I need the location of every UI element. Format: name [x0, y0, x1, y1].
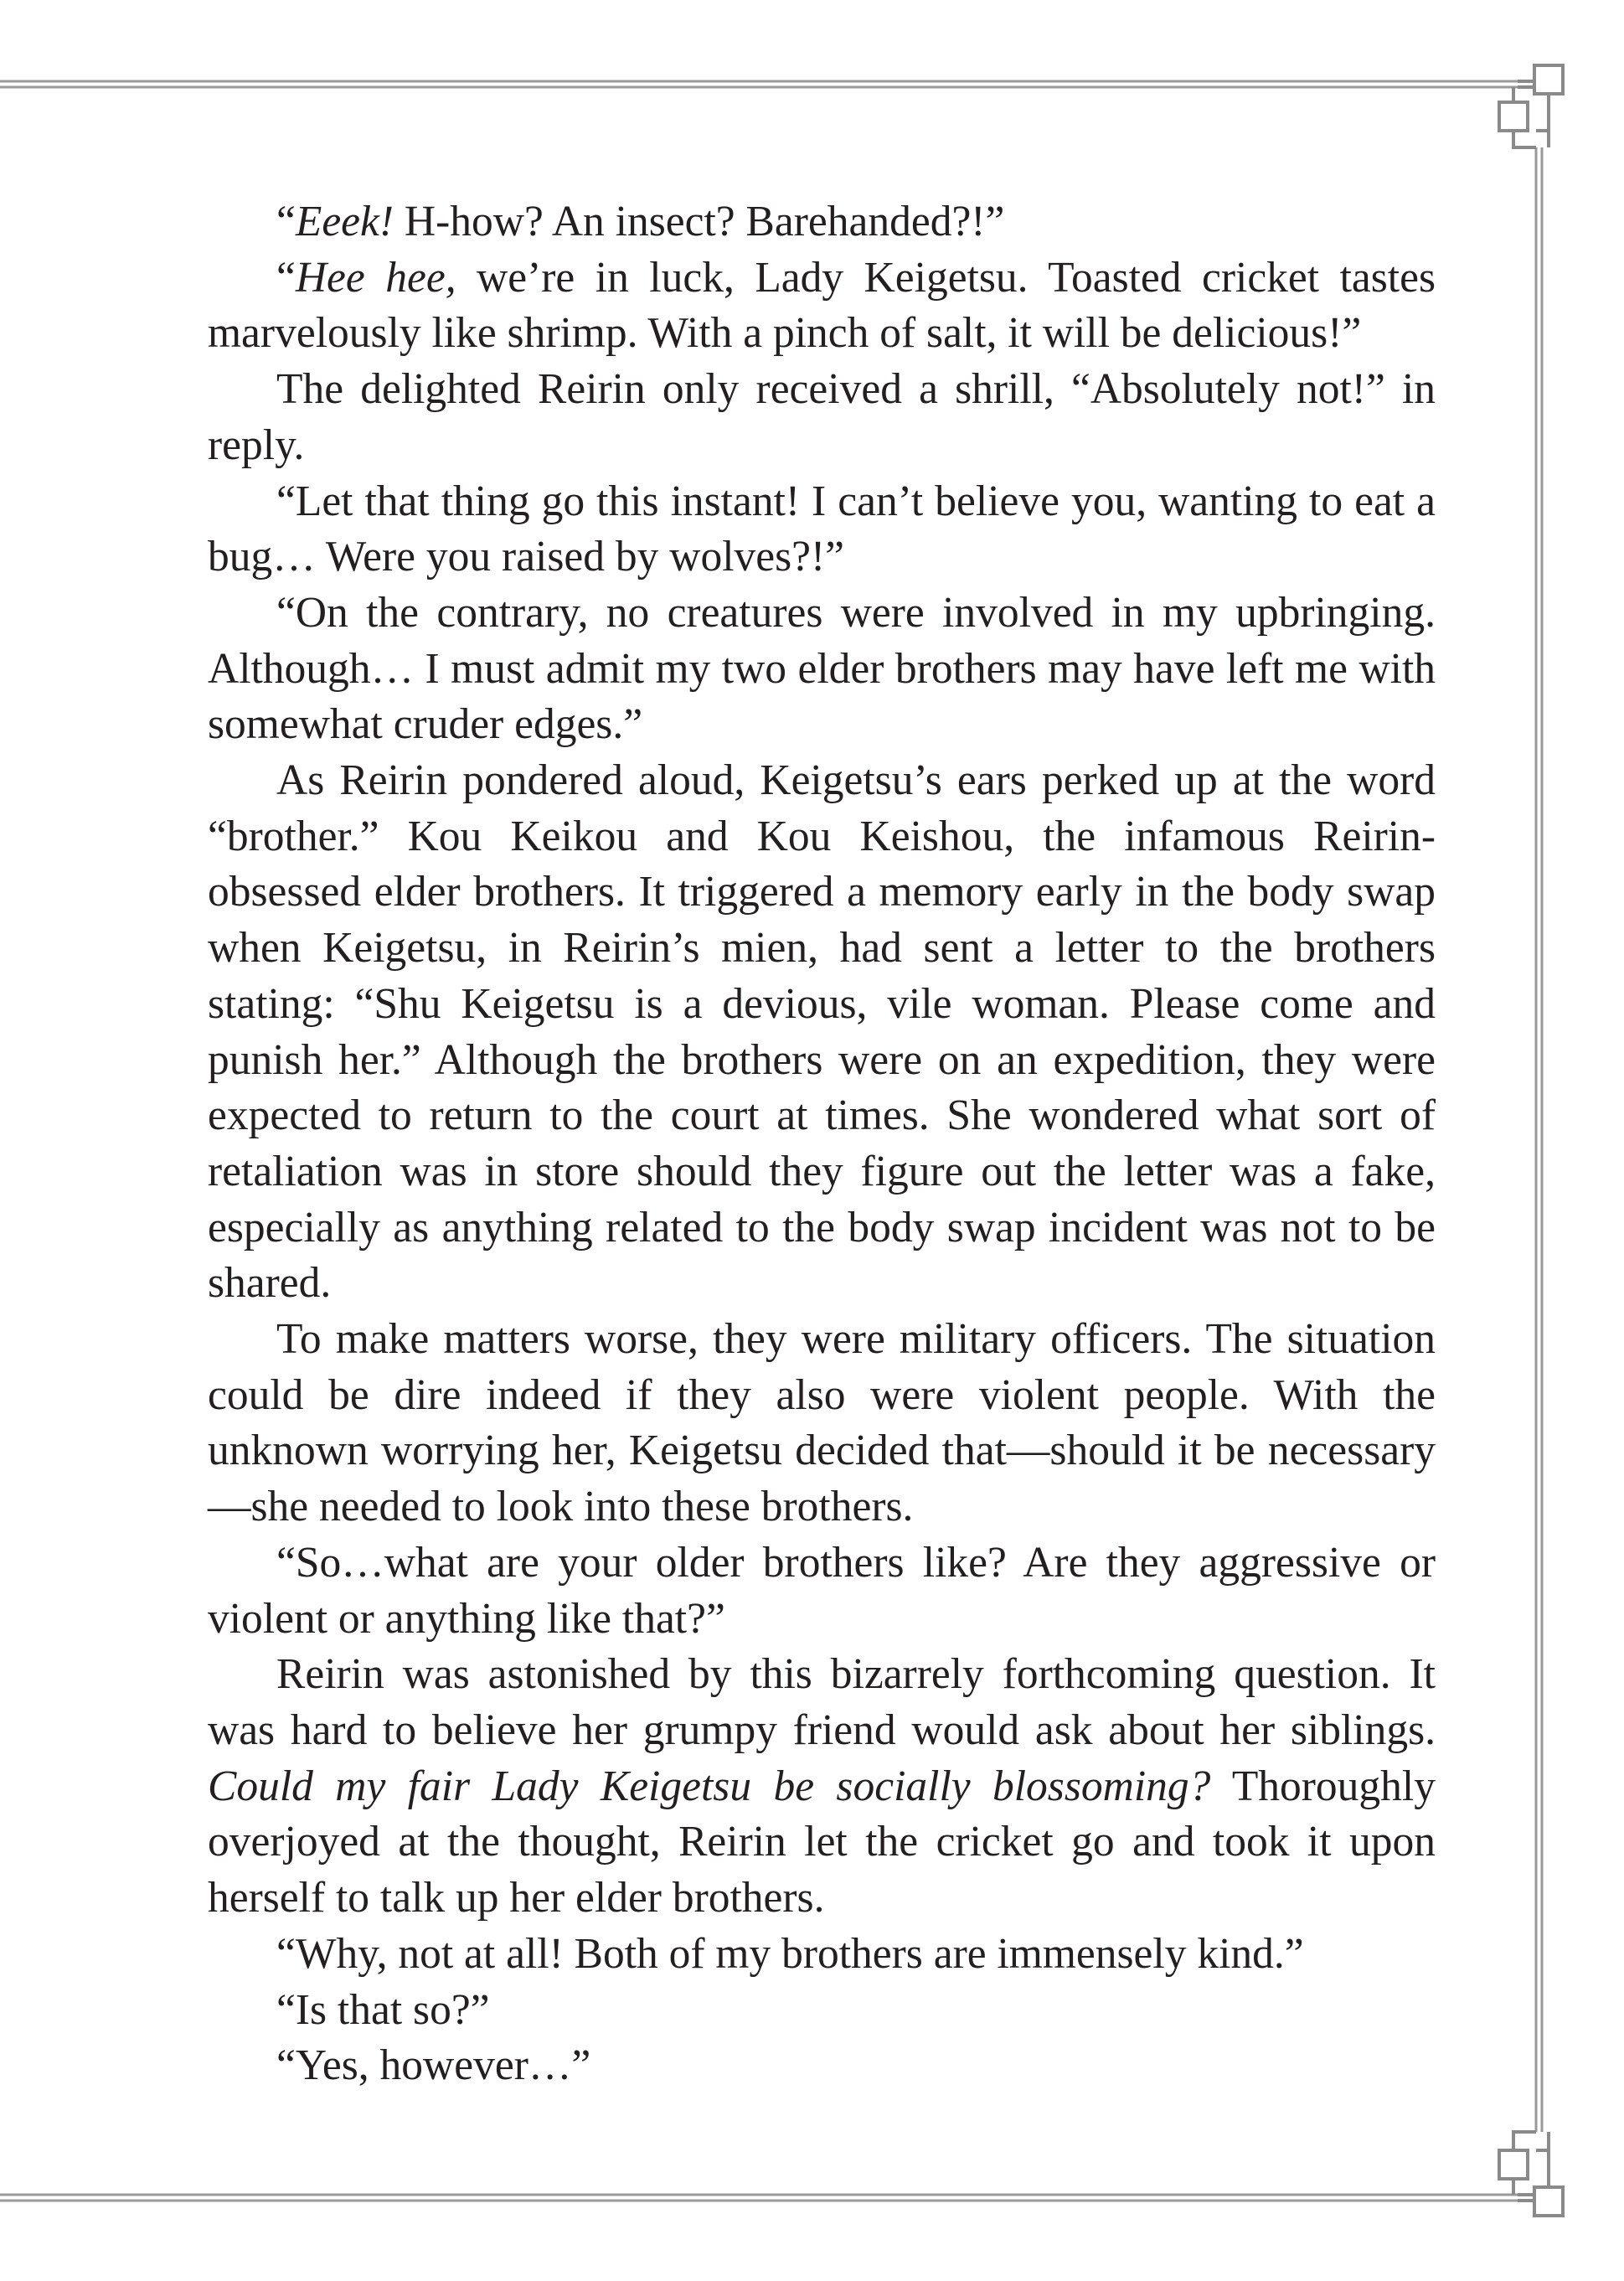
italic-text-run: Could my fair Lady Keigetsu be socially blossoming? — [208, 1762, 1211, 1810]
paragraph — [208, 250, 1436, 362]
paragraph — [208, 753, 1436, 1312]
text-run: Reirin was astonished by this bizarrely forthcoming question. It was hard to believe her grumpy friend would ask about her siblings. — [208, 1650, 1436, 1754]
text-run: we’re in luck, Lady Keigetsu. Toasted cricket tastes marvelously like shrimp. With a pinch of salt, it will be delicious!” — [208, 253, 1436, 358]
text-run: “Let that thing go this instant! I can’t believe you, wanting to eat a bug… Were you raised by wolves?!” — [208, 477, 1436, 581]
text-run: “ — [276, 198, 296, 245]
paragraph — [208, 194, 1436, 250]
italic-text-run: Hee hee, — [295, 253, 456, 302]
text-run: “ — [276, 253, 296, 302]
paragraph — [208, 586, 1436, 753]
text-run: The delighted Reirin only received a shrill, “Absolutely not!” in reply. — [208, 365, 1436, 469]
text-run: “On the contrary, no creatures were involved in my upbringing. Although… I must admit my two elder brothers may have left me with somewhat cruder edges.” — [208, 588, 1436, 749]
paragraph — [208, 1927, 1436, 1983]
paragraph — [208, 1983, 1436, 2039]
corner-ornament-bottom — [1499, 2132, 1563, 2216]
text-run: H-how? An insect? Barehanded?!” — [394, 198, 1005, 245]
paragraph — [208, 1647, 1436, 1927]
paragraph — [208, 1312, 1436, 1535]
paragraph — [208, 1535, 1436, 1647]
italic-text-run: Eeek! — [295, 198, 394, 245]
corner-ornament-top — [1499, 65, 1563, 147]
body-text — [208, 194, 1436, 2094]
text-run: As Reirin pondered aloud, Keigetsu’s ears perked up at the word “brother.” Kou Keikou and Kou Keishou, the infamous Reirin-obsessed elder brothers. It triggered a memory early in the body swap when Keigetsu, in Reirin’s mien, had sent a letter to the brothers stating: “Shu Keigetsu is a devious, vile woman. Please come and punish her.” Although the brothers were on an expedition, they were expected to return to the court at times. She wondered what sort of retaliation was in store should they figure out the letter was a fake, especially as anything related to the body swap incident was not to be shared. — [208, 756, 1436, 1308]
text-run: Thoroughly overjoyed at the thought, Reirin let the cricket go and took it upon herself to talk up her elder brothers. — [208, 1762, 1436, 1922]
paragraph — [208, 2038, 1436, 2094]
text-run: “Is that so?” — [276, 1985, 490, 2034]
text-run: “So…what are your older brothers like? Are they aggressive or violent or anything like that?” — [208, 1538, 1436, 1643]
text-run: “Yes, however…” — [276, 2041, 591, 2090]
text-run: To make matters worse, they were military officers. The situation could be dire indeed if they also were violent people. With the unknown worrying her, Keigetsu decided that—should it be necessary—she needed to look into these brothers. — [208, 1315, 1436, 1531]
paragraph — [208, 474, 1436, 586]
text-run: “Why, not at all! Both of my brothers are immensely kind.” — [276, 1929, 1304, 1978]
paragraph — [208, 362, 1436, 473]
